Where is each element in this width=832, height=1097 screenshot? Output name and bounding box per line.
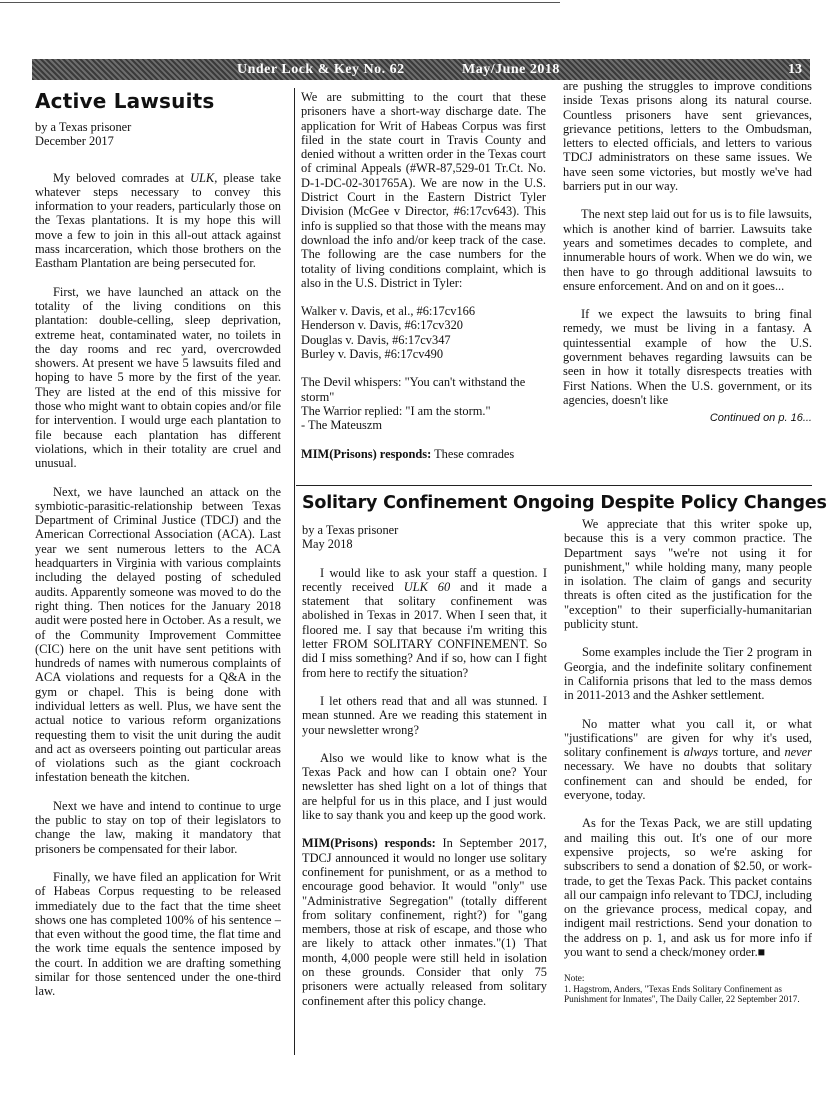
- solitary-column-1: [302, 523, 547, 1008]
- mim-response: [302, 836, 547, 1008]
- byline-date: December 2017: [35, 134, 114, 149]
- paragraph: Some examples include the Tier 2 program in Georgia, and the indefinite solitary confinement in California prisons that led to the mass demos in 2011-2013 and the Ashker settlement.: [564, 645, 812, 703]
- quote-attribution: - The Mateuszm: [301, 418, 382, 433]
- emphasis: never: [784, 745, 813, 760]
- article-title-solitary: Solitary Confinement Ongoing Despite Policy Changes: [302, 493, 827, 513]
- note-label: Note:: [564, 973, 585, 984]
- emphasis: always: [683, 745, 719, 760]
- mim-text: These comrades: [431, 446, 515, 461]
- paragraph: The next step laid out for us is to file lawsuits, which is another kind of barrier. Lawsuits take years and sometimes decades to complete, and innumerable hours of work. When we do win, we then have to go through additional lawsuits to ensure enforcement. And on and on it goes...: [563, 207, 812, 293]
- paragraph: Finally, we have filed an application for Writ of Habeas Corpus requesting to be released immediately due to the fact that the time sheet shows one has completed 100% of his sentence – that even without the good time, the flat time and the work time equals the sentence imposed by the court. In addition we are drafting something similar for those sentenced under the one-third law.: [35, 869, 281, 999]
- paragraph: If we expect the lawsuits to bring final remedy, we must be living in a fantasy. A quintessential example of how the U.S. government behaves regarding lawsuits can be seen in how it totally disrespects treaties with First Nations. When the U.S. government, or its agencies, doesn't like: [563, 307, 812, 407]
- lawsuits-column-2: [301, 90, 546, 475]
- page-header: [32, 59, 810, 80]
- text-run: necessary. We have no doubts that solitary confinement can and should be ended, for everyone, today.: [564, 759, 812, 803]
- paragraph: First, we have launched an attack on the totality of the living conditions on this plantation: double-celling, sleep deprivation, extreme heat, contaminated water, no toilets in the day rooms and rec yard, overcrowded showers. At present we have 5 lawsuits filed and hoping to have 5 more by the first of the year. They are listed at the end of this missive for those who might want to obtain copies and/or file for intervention. I would urge each plantation to file because each plantation has different violations, which in their totality are cruel and unusual.: [35, 284, 281, 471]
- case-list: [301, 304, 546, 361]
- mim-label: MIM(Prisons) responds:: [302, 836, 436, 851]
- paragraph: I would like to ask your staff a question. I recently received ULK 60 and it made a statement that solitary confinement was abolished in Texas in 2017. When I seen that, it floored me. I say that because i'm writing this letter FROM SOLITARY CONFINEMENT. So did I miss something? And if so, how can I fight from here to rectify the situation?: [302, 565, 548, 680]
- mim-text: In September 2017, TDCJ announced it would no longer use solitary confinement for punishment, or as a method to encourage good behavior. It would "only" use "Administrative Segregation" (totally different from solitary confinement, right?) for "gang members, those at risk of escape, and those who are likely to attack other inmates."(1) That month, 4,000 people were still held in isolation on these grounds. Consider that only 75 prisoners were actually released from solitary confinement after this policy change.: [302, 836, 547, 1008]
- paragraph: Next we have and intend to continue to urge the public to stay on top of their legislators to change the law, making it mandatory that prisoners be compensated for their labor.: [35, 798, 281, 856]
- case-item: Burley v. Davis, #6:17cv490: [301, 347, 444, 362]
- paragraph: My beloved comrades at ULK, please take whatever steps necessary to convey this information to your readers, particularly those on the Texas plantations. It is my hope this will move a few to join in this all-out attack against mass incarceration, which those brothers on the Eastham Plantation are being persecuted for.: [35, 170, 281, 271]
- quote-line: The Devil whispers: "You can't withstand the storm": [301, 375, 526, 404]
- byline-author: by a Texas prisoner: [35, 120, 132, 134]
- paragraph: As for the Texas Pack, we are still updating and mailing this out. It's one of our more expensive projects, so we're asking for subscribers to send a donation of $2.50, or work-trade, to get the Texas Pack. This packet contains all our campaign info relevant to TDCJ, including on the grievance process, medical copay, and indigent mail restrictions. Send your donation to the address on p. 1, and ask us for more info if you want to send a check/money order.■: [564, 816, 812, 960]
- byline: [35, 120, 281, 149]
- byline-author: by a Texas prisoner: [302, 523, 399, 537]
- byline-date: May 2018: [302, 537, 353, 552]
- newsletter-title: Under Lock & Key No. 62: [237, 62, 405, 77]
- paragraph: We appreciate that this writer spoke up, because this is a very common practice. The Department says "we're not using it for punishment," while holding many, many people in isolation. The claim of gangs and security threats is often cited as the justification for the "exception" to their superficially-humanitarian publicity stunt.: [564, 517, 812, 632]
- section-divider: [296, 485, 812, 486]
- paragraph: Next, we have launched an attack on the symbiotic-parasitic-relationship between Texas Department of Criminal Justice (TDCJ) and the American Correctional Association (ACA). Last year we sent numerous letters to the ACA headquarters in Virginia with various complaints including the delayed posting of scheduled audits. Apparently someone was moved to do the right thing. Then notices for the January 2018 audit were posted here in October. As a result, we of the Community Improvement Committee (CIC) here on the unit have sent petitions with hundreds of names with numerous complaints of ACA violations and requests for a Q&A in the gym or chapel. This is being done with individual letters as well. Plus, we have sent the actual notice to various reform organizations requesting them to visit the unit during the audit and act as overseers pointing out particular areas of violations such as the giant cockroach infestation beneath the kitchen.: [35, 484, 282, 785]
- top-rule: [0, 2, 560, 3]
- lawsuits-column-1: [35, 90, 281, 999]
- text-run: torture, and: [718, 745, 785, 760]
- paragraph: [564, 717, 812, 803]
- issue-date: May/June 2018: [462, 62, 560, 77]
- page-number: 13: [788, 62, 802, 77]
- quote: [301, 375, 546, 432]
- case-item: Douglas v. Davis, #6:17cv347: [301, 332, 451, 347]
- paragraph: I let others read that and all was stunned. I mean stunned. Are we reading this statement in your newsletter wrong?: [302, 693, 547, 737]
- case-item: Walker v. Davis, et al., #6:17cv166: [301, 304, 476, 319]
- paragraph: Also we would like to know what is the Texas Pack and how can I obtain one? Your newsletter has shed light on a lot of things that are helpful for us in this place, and I just would like to say thank you and keep up the good work.: [302, 750, 547, 823]
- article-title-lawsuits: Active Lawsuits: [35, 89, 215, 113]
- paragraph: We are submitting to the court that these prisoners have a short-way discharge date. The application for Writ of Habeas Corpus was first filed in the state court in Travis County and denied without a written order in the Texas court of criminal Appeals (#WR-87,529-01 Tr.Ct. No. D-1-DC-02-301765A). We are now in the U.S. District Court in the Eastern District Tyler Division (McGee v Director, #6:17cv643). This info is supplied so that those with the means may download the info and/or keep track of the case. The following are the case numbers for the totality of living conditions complaint, which is also in the U.S. District in Tyler:: [301, 90, 546, 290]
- text-run: No matter what you call it, or what "justifications" are given for why it's used, solitary confinement is: [564, 716, 812, 760]
- quote-line: The Warrior replied: "I am the storm.": [301, 403, 491, 418]
- note-text: 1. Hagstrom, Anders, "Texas Ends Solitary Confinement as Punishment for Inmates", The Daily Caller, 22 September 2017.: [564, 983, 800, 1005]
- footnote: [564, 973, 812, 1005]
- lawsuits-column-3: [563, 79, 812, 426]
- column-divider: [294, 88, 295, 1055]
- mim-response: [301, 447, 546, 461]
- case-item: Henderson v. Davis, #6:17cv320: [301, 318, 463, 333]
- paragraph: are pushing the struggles to improve conditions inside Texas prisons along its natural course. Countless prisoners have sent grievances, grievance petitions, letters to the Ombudsman, letters to elected officials, and letters to various TDCJ administrators on these same issues. We have seen some victories, but mostly we've had barriers put in our way.: [563, 79, 812, 194]
- mim-label: MIM(Prisons) responds:: [301, 446, 432, 461]
- solitary-column-2: [564, 517, 812, 1005]
- continued-note: Continued on p. 16...: [709, 412, 812, 425]
- byline: [302, 523, 547, 552]
